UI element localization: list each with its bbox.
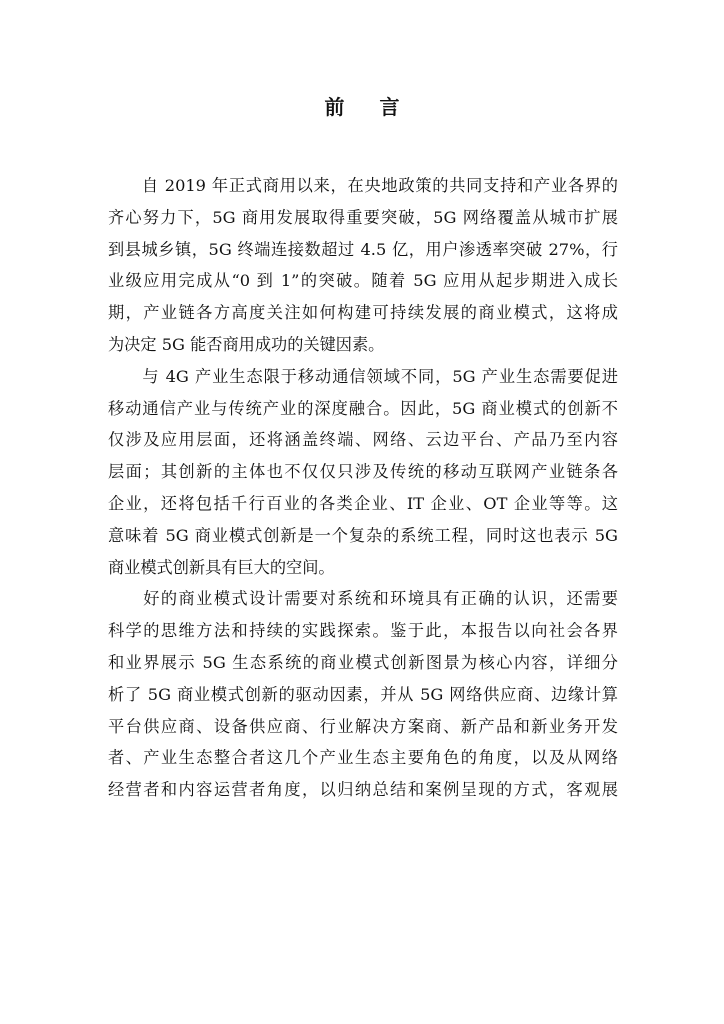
- text-line: 意味着 5G 商业模式创新是一个复杂的系统工程，同时这也表示 5G: [108, 525, 618, 545]
- text-line: 者、产业生态整合者这几个产业生态主要角色的角度，以及从网络: [108, 748, 618, 768]
- text-line: 好的商业模式设计需要对系统和环境具有正确的认识，还需要: [108, 589, 618, 609]
- text-line: 和业界展示 5G 生态系统的商业模式创新图景为核心内容，详细分: [108, 652, 618, 672]
- text-line: 科学的思维方法和持续的实践探索。鉴于此，本报告以向社会各界: [108, 621, 618, 641]
- text-line: 析了 5G 商业模式创新的驱动因素，并从 5G 网络供应商、边缘计算: [108, 684, 618, 704]
- text-line: 为决定 5G 能否商用成功的关键因素。: [108, 334, 385, 354]
- text-line: 自 2019 年正式商用以来，在央地政策的共同支持和产业各界的: [108, 176, 618, 195]
- text-line: 齐心努力下，5G 商用发展取得重要突破，5G 网络覆盖从城市扩展: [108, 207, 618, 227]
- paragraph-2: [108, 361, 618, 584]
- text-line: 经营者和内容运营者角度，以归纳总结和案例呈现的方式，客观展: [108, 780, 618, 800]
- paragraph-3: [108, 583, 618, 806]
- page-title: 前 言: [324, 95, 414, 119]
- text-line: 移动通信产业与传统产业的深度融合。因此，5G 商业模式的创新不: [108, 398, 618, 418]
- paragraph-1: [108, 170, 618, 361]
- text-line: 业级应用完成从“0 到 1”的突破。随着 5G 应用从起步期进入成长: [108, 271, 618, 291]
- text-line: 层面；其创新的主体也不仅仅只涉及传统的移动互联网产业链条各: [108, 462, 618, 482]
- text-line: 企业，还将包括千行百业的各类企业、IT 企业、OT 企业等等。这: [108, 493, 618, 513]
- text-line: 期，产业链各方高度关注如何构建可持续发展的商业模式，这将成: [108, 303, 618, 323]
- body-text: [108, 170, 618, 806]
- text-line: 到县城乡镇，5G 终端连接数超过 4.5 亿，用户渗透率突破 27%，行: [108, 239, 618, 259]
- text-line: 商业模式创新具有巨大的空间。: [108, 557, 335, 577]
- text-line: 平台供应商、设备供应商、行业解决方案商、新产品和新业务开发: [108, 716, 618, 736]
- text-line: 与 4G 产业生态限于移动通信领域不同，5G 产业生态需要促进: [108, 366, 618, 386]
- text-line: 仅涉及应用层面，还将涵盖终端、网络、云边平台、产品乃至内容: [108, 430, 618, 450]
